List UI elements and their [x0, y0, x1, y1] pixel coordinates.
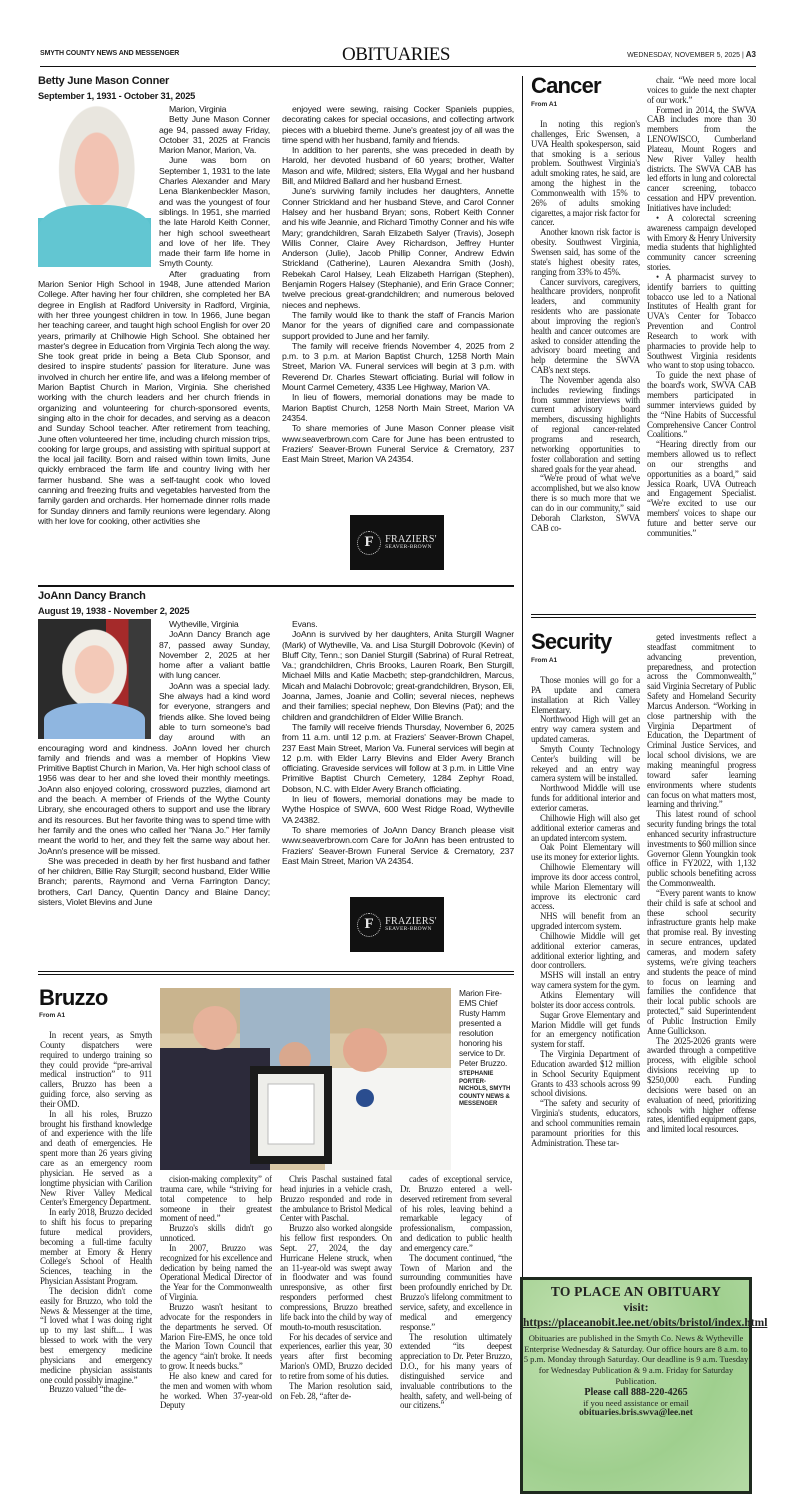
box-body: Obituaries are published in the Smyth Co. News & Wytheville Enterprise Wednesday & Saturday. Our office hours are 8 a.m. to 5 p.m. Monday through Saturday. Our deadline is 9 a.m. Tuesday for Wednesday Publication & 9 a.m. Friday for Saturday Publication.: [523, 1333, 749, 1386]
paragraph: She was preceded in death by her first husband and father of her children, Billie Ray Sturgill; second husband, Elder Willie Branch; parents, Raymond and Verna Farrington Dancy; brothers, Carl Dancy, Quentin Dancy and Blaine Dancy; sisters, Violet Blevins and June: [38, 855, 270, 908]
article-column-2: [647, 76, 756, 610]
paragraph: The family will receive friends November 4, 2025 from 2 p.m. to 3 p.m. at Marion Baptist Church, 1258 North Main Street, Marion VA. Funeral services will begin at 3 p.m. with Reverend Dr. Charles Stewart officiating. Burial will follow in Mount Carmel Cemetery, 4335 Lee Highway, Marion VA.: [282, 340, 514, 393]
paragraph: cision-making complexity” of trauma care, while “striving for total competence to help someone in their greatest moment of need.”: [160, 1175, 272, 1224]
article-column-2: [160, 1175, 272, 1461]
paragraph: In 2007, Bruzzo was recognized for his excellence and dedication by being named the Operational Medical Director of the Year for the Commonwealth of Virginia.: [160, 1242, 272, 1303]
paragraph: To share memories of June Mason Conner please visit www.seaverbrown.com Care for June has been entrusted to Fraziers' Seaver-Brown Funeral Service & Crematory, 237 East Main Street, Marion VA 24354.: [282, 423, 514, 465]
issue-date: [627, 50, 756, 59]
paragraph: In lieu of flowers, memorial donations may be made to Marion Baptist Church, 1258 North Main Street, Marion VA 24354.: [282, 392, 514, 423]
paragraph: Bruzzo's skills didn't go unnoticed.: [160, 1223, 272, 1244]
paragraph: Bruzzo valued “the de-: [49, 1384, 127, 1395]
article-column-4: [400, 1175, 512, 1461]
obituary-dates: September 1, 1931 - October 31, 2025: [38, 91, 196, 101]
paragraph: In noting this region's challenges, Eric Swensen, a UVA Health spokesperson, said that smoking is a serious problem. Southwest Virginia's adult smoking rates, he said, are among the highest in the Commonwealth with 15% to 26% of adults smoking cigarettes, a major risk factor for cancer.: [531, 120, 640, 228]
paragraph: In all his roles, Bruzzo brought his firsthand knowledge of and experience with the life and death of emergencies. He spent more than 26 years giving care as an emergency room physician. He served as a longtime physician with Carilion New River Valley Medical Center's Emergency Department.: [40, 1108, 152, 1208]
box-email[interactable]: obituaries.bris.swva@lee.net: [579, 1407, 693, 1418]
paragraph: geted investments reflect a steadfast commitment to advancing prevention, preparedness, and protection across the Commonwealth,” said Virginia Secretary of Public Safety and Homeland Security Marcus Anderson. “Working in close partnership with the Virginia Department of Education, the Department of Criminal Justice Services, and local school divisions, we are making meaningful progress toward safer learning environments where students can focus on what matters most, learning and thriving.”: [647, 633, 756, 810]
logo-wordmark: FRAZIERS' SEAVER-BROWN: [385, 916, 437, 932]
jump-line: From A1: [531, 101, 558, 108]
paragraph: Chilhowie High will also get additional exterior cameras and an updated intercom system.: [531, 812, 640, 843]
section-title: OBITUARIES: [342, 44, 450, 65]
paragraph: Atkins Elementary will bolster its door access controls.: [531, 990, 640, 1010]
paragraph: Chris Paschal sustained fatal head injuries in a vehicle crash, Bruzzo responded and rode in the ambulance to Bristol Medical Center with Paschal.: [280, 1175, 392, 1224]
obituary-portrait-photo: [38, 619, 151, 739]
article-column-1: [531, 120, 640, 610]
obituary-column-2: [282, 104, 514, 504]
paragraph: The resolution ultimately extended “its deepest appreciation to Dr. Peter Bruzzo, D.O., for his many years of distinguished service and invaluable contributions to the health, safety, and well-being of our citizens.”: [400, 1331, 512, 1411]
paragraph: JoAnn is survived by her daughters, Anita Sturgill Wagner (Mark) of Wytheville, Va. and Lisa Sturgill Dobrovolc (Kevin) of Bluff City, Tenn.; son Daniel Sturgill (Sabrina) of Rural Retreat, Va.; grandchildren, Chris Brooks, Lauren Roark, Ben Sturgill, Michael Mills and Katie Macbeth; step-grandchildren, Marcus, Micah and Malachi Dobrovolc; great-grandchildren, Bryson, Eli, Joanna, James, Joanie and Collin; several nieces, nephews and their families; special nephew, Don Blevins (Pat); and the children and grandchildren of Elder Willie Branch.: [282, 629, 514, 722]
obituary-name: Betty June Mason Conner: [38, 75, 170, 87]
paragraph: Betty June Mason Conner age 94, passed away Friday, October 31, 2025 at Francis Marion Manor, Marion, Va.: [159, 114, 270, 156]
paragraph: Sugar Grove Elementary and Marion Middle will get funds for an emergency notification system for staff.: [531, 1009, 640, 1050]
paragraph: “We're proud of what we've accomplished, but we also know there is so much more that we can do in our community,” said Deborah Clarkston, SWVA CAB co-: [531, 473, 640, 533]
paragraph: Chilhowie Middle will get additional exterior cameras, additional exterior lighting, and door controllers.: [531, 930, 640, 971]
paragraph: Bruzzo wasn't hesitant to advocate for the responders in the departments he served. Of Marion Fire-EMS, he once told the Marion Town Council that the agency “ain't broke. It needs to grow. It needs bucks.”: [160, 1301, 272, 1372]
paragraph: chair. “We need more local voices to guide the next chapter of our work.”: [647, 76, 756, 105]
paragraph: Another known risk factor is obesity. Southwest Virginia, Swensen said, has some of the state's highest obesity rates, ranging from 33% to 45%.: [531, 227, 640, 277]
box-assist: if you need assistance or email: [583, 1397, 689, 1408]
section-double-rule: [38, 971, 514, 975]
article-column-1: [531, 676, 640, 1260]
paragraph: The document continued, “the Town of Marion and the surrounding communities have been profoundly enriched by Dr. Bruzzo's lifelong commitment to service, safety, and excellence in medical and emergency response.”: [400, 1252, 512, 1332]
box-visit: visit:: [623, 1300, 649, 1314]
photo-illustration: [160, 988, 451, 1170]
obituary-column-1: [38, 619, 270, 964]
paragraph: June was born on September 1, 1931 to the late Charles Alexander and Mary Lena Blankenbeckler Mason, and was the youngest of four siblings. In 1951, she married the late Harold Keith Conner, her high school sweetheart and love of her life. They made their farm life home in Smyth County.: [159, 155, 270, 269]
obituary-column-1: [38, 104, 270, 584]
paragraph: Those monies will go for a PA update and camera installation at Rich Valley Elementary.: [531, 676, 640, 715]
paragraph: After graduating from Marion Senior High School in 1948, June attended Marion College. After having her four children, she completed her BA degree in English at Radford University in Radford, Virginia, with her three youngest children in tow. In 1966, June began her teaching career, and taught high school English for over 20 years, primarily at Chilhowie High School. She obtained her master's degree in Education from Virginia Tech along the way. She took great pride in being a Beta Club Sponsor, and desired to inspire students' passion for literature. June was involved in church her entire life, and was a lifelong member of Marion Baptist Church in Marion, Virginia. She cherished working with the church leaders and her church friends in organizing and volunteering for church-sponsored events, singing alto in the choir for decades, and serving as a deacon and Sunday School teacher. After retirement from teaching, June often volunteered her time, including church mission trips, cooking for large groups, and assisting with spiritual support at the local jail facility. Born and raised within town limits, June quickly embraced the farm life and country living with her farmer husband. She was a self-taught cook who loved canning and freezing fruits and vegetables harvested from the family garden and orchards. Her homemade dinner rolls made for Sunday dinners and family reunions were legendary. Along with her love for cooking, other activities she: [38, 268, 270, 526]
section-double-rule: [531, 614, 756, 618]
paragraph: Evans.: [292, 619, 318, 629]
paragraph: The 2025-2026 grants were awarded through a competitive process, with eligible school divisions receiving up to $250,000 each. Funding decisions were based on an evaluation of need, prioritizing schools with higher offense rates, identified equipment gaps, and limited local resources.: [647, 1035, 756, 1135]
paragraph: In addition to her parents, she was preceded in death by Harold, her devoted husband of 60 years; brother, Walter Mason and wife, Mildred; sisters, Ella Wygal and her husband Bill, and Mildred Ballard and her husband Ernest.: [282, 145, 514, 187]
paragraph: The Virginia Department of Education awarded $12 million in School Security Equipment Grants to 433 schools across 99 school divisions.: [531, 1049, 640, 1099]
page-number: A3: [745, 50, 756, 59]
paragraph: Chilhowie Elementary will improve its door access control, while Marion Elementary will improve its electronic card access.: [531, 862, 640, 912]
paragraph: JoAnn was a special lady. She always had a kind word for everyone, strangers and friends alike. She loved being able to turn someone's bad day around with an encouraging word and kindness. JoAnn loved her church family and friends and was a member of Hopkins View Primitive Baptist Church in Marion, Va. Her high school class of 1956 was dear to her and she loved their monthly meetings. JoAnn also enjoyed coloring, crossword puzzles, diamond art and the beach. A member of Friends of the Wythe County Library, she encouraged others to support and use the library and its resources. But her favorite thing was to spend time with her family and the ones who called her “Nana Jo.” Her family meant the world to her, and they felt the same way about her. JoAnn's presence will be missed.: [38, 680, 270, 856]
paragraph: The family would like to thank the staff of Francis Marion Manor for the years of dignified care and compassionate support provided to June and her family.: [282, 309, 514, 341]
place-obituary-box: [520, 1277, 768, 1494]
jump-line: From A1: [531, 657, 558, 664]
box-phone: Please call 888-220-4265: [584, 1386, 688, 1398]
paragraph: For his decades of service and experiences, earlier this year, 30 years after first becoming Marion's OMD, Bruzzo decided to retire from some of his duties.: [280, 1331, 392, 1381]
paragraph: Wytheville, Virginia: [169, 619, 239, 629]
obituary-column-2: [282, 619, 514, 894]
paragraph: Northwood Middle will use funds for additional interior and exterior cameras.: [531, 783, 640, 813]
paragraph: MSHS will install an entry way camera system for the gym.: [531, 970, 640, 991]
funeral-home-logo: [350, 515, 444, 570]
funeral-home-logo: [350, 897, 444, 952]
obituary-dates: August 19, 1938 - November 2, 2025: [38, 606, 190, 616]
paragraph: In lieu of flowers, memorial donations may be made to Wythe Hospice of SWVA, 600 West Ridge Road, Wytheville VA 24382.: [282, 794, 514, 825]
paragraph: The November agenda also includes reviewing findings from summer interviews with current advisory board members, discussing highlights of regional cancer-related programs and research, networking opportunities to foster collaboration and setting shared goals for the year ahead.: [531, 374, 640, 474]
newspaper-name: SMYTH COUNTY NEWS AND MESSENGER: [40, 50, 180, 57]
paragraph: enjoyed were sewing, raising Cocker Spaniels puppies, decorating cakes for special occasions, and collecting artwork pieces with a bluebird theme. June's greatest joy of all was the time spend with her husband, family and friends.: [282, 104, 514, 145]
obituary-name: JoAnn Dancy Branch: [38, 590, 146, 602]
paragraph: In early 2018, Bruzzo decided to shift his focus to preparing future medical providers, becoming a full-time faculty member at Emory & Henry College's School of Health Sciences, teaching in the Physician Assistant Program.: [40, 1207, 152, 1287]
paragraph: The decision didn't come easily for Bruzzo, who told the News & Messenger at the time, “I loved what I was doing right up to my last shift.... I was blessed to work with the very best emergency medicine physicians and emergency medicine physician assistants one could possibly imagine.”: [40, 1285, 152, 1385]
photo-credit: STEPHANIE PORTER-NICHOLS, SMYTH COUNTY NEWS & MESSENGER: [459, 1071, 511, 1107]
article-column-1: [40, 1031, 152, 1461]
paragraph: In recent years, as Smyth County dispatchers were required to undergo training so they could provide “pre-arrival medical instruction” to 911 callers, Bruzzo has been a guiding force, also serving as their OMD.: [40, 1031, 152, 1109]
section-rule: [38, 585, 514, 587]
logo-wordmark: FRAZIERS' SEAVER-BROWN: [385, 534, 437, 550]
monogram-icon: F: [357, 913, 381, 937]
paragraph: NHS will benefit from an upgraded intercom system.: [531, 911, 640, 932]
photo-caption: Marion Fire-EMS Chief Rusty Hamm presented a resolution honoring his service to Dr. Peter Bruzzo.: [459, 988, 508, 1068]
paragraph: “Every parent wants to know their child is safe at school and these school security infrastructure grants help make that promise real. By investing in secure entrances, updated cameras, and modern safety systems, we're giving teachers and students the peace of mind to focus on learning and families the confidence that their local public schools are protected,” said Superintendent of Public Instruction Emily Anne Gullickson.: [647, 887, 756, 1036]
paragraph: The Marion resolution said, on Feb. 28, “after de-: [280, 1380, 392, 1401]
paragraph: cades of exceptional service, Dr. Bruzzo entered a well-deserved retirement from several of his roles, leaving behind a remarkable legacy of professionalism, compassion, and dedication to public health and emergency care.”: [400, 1175, 512, 1253]
paragraph: Marion, Virginia: [169, 104, 227, 114]
article-headline: Cancer: [531, 73, 601, 98]
paragraph: Northwood High will get an entry way camera system and updated cameras.: [531, 714, 640, 745]
ceremony-photo: [160, 988, 451, 1170]
article-column-3: [280, 1175, 392, 1461]
date-text: WEDNESDAY, NOVEMBER 5, 2025: [627, 52, 741, 59]
paragraph: To share memories of JoAnn Dancy Branch please visit www.seaverbrown.com Care for JoAnn has been entrusted to Fraziers' Seaver-Brown Funeral Service & Crematory, 237 East Main Street, Marion VA 24354.: [282, 824, 514, 866]
paragraph: Formed in 2014, the SWVA CAB includes more than 30 members from the LENOWISCO, Cumberland Plateau, Mount Rogers and New River Valley health districts. The SWVA CAB has led efforts in lung and colorectal cancer screening, tobacco cessation and HPV prevention. Initiatives have included:: [647, 104, 756, 213]
box-title: TO PLACE AN OBITUARY: [550, 1284, 722, 1299]
paragraph: • A colorectal screening awareness campaign developed with Emory & Henry University media students that highlighted community cancer screening stories.: [647, 212, 756, 273]
jump-line: From A1: [39, 1012, 66, 1019]
paragraph: Bruzzo also worked alongside his fellow first responders. On Sept. 27, 2024, the day Hurricane Helene struck, when an 11-year-old was swept away in floodwater and was found unresponsive, as other first responders performed chest compressions, Bruzzo breathed life back into the child by way of mouth-to-mouth resuscitation.: [280, 1223, 392, 1332]
paragraph: “The safety and security of Virginia's students, educators, and school communities remain paramount priorities for this Administration. These tar-: [531, 1098, 640, 1148]
paragraph: Oak Point Elementary will use its money for exterior lights.: [531, 842, 640, 863]
photo-caption-block: [459, 988, 514, 1109]
paragraph: He also knew and cared for the men and women with whom he worked. When 37-year-old Deputy: [160, 1370, 272, 1411]
paragraph: Smyth County Technology Center's building will be rekeyed and an entry way camera system will be installed.: [531, 743, 640, 784]
masthead-rule: [40, 66, 756, 67]
monogram-icon: F: [357, 531, 381, 555]
paragraph: “Hearing directly from our members allowed us to reflect on our strengths and opportunities as a board,” said Jessica Roark, UVA Outreach and Engagement Specialist. “We're excited to use our members' voices to shape our future and better serve our communities.”: [647, 439, 756, 538]
paragraph: To guide the next phase of the board's work, SWVA CAB members participated in summer interviews guided by the “Nine Habits of Successful Comprehensive Cancer Control Coalitions.”: [647, 370, 756, 440]
paragraph: This latest round of school security funding brings the total enhanced security infrastructure investments to $60 million since Governor Glenn Youngkin took office in FY2022, with 1,132 public schools benefiting across the Commonwealth.: [647, 809, 756, 889]
obituary-url-link[interactable]: https://placeanobit.lee.net/obits/bristol/index.html: [523, 1317, 768, 1329]
paragraph: June's surviving family includes her daughters, Annette Conner Strickland and her husband Steve, and Carol Conner Halsey and her husband Bryan; sons, Robert Keith Conner and his wife Jeannie, and Richard Timothy Conner and his wife Mary; grandchildren, Sarah Elizabeth Salyer (Travis), Joseph Willis Conner, Claire Avey Richardson, Jeffrey Hunter Anderson (Julie), Jacob Phillip Conner, Andrew Edwin Strickland (Catherine), Lauren Alexandra Smith (Josh), Rebekah Carol Halsey, Leah Elizabeth Harrigan (Stephen), Benjamin Rogers Halsey (Stephanie), and Erin Grace Conner; twelve precious great-grandchildren; and numerous beloved nieces and nephews.: [282, 186, 514, 310]
article-headline: Security: [531, 629, 612, 654]
article-headline: Bruzzo: [39, 985, 108, 1010]
article-column-2: [647, 633, 756, 1260]
paragraph: JoAnn Dancy Branch age 87, passed away Sunday, November 2, 2025 at her home after a valiant battle with lung cancer.: [159, 629, 270, 681]
paragraph: • A pharmacist survey to identify barriers to quitting tobacco use led to a National Institutes of Health grant for UVA's Center for Tobacco Prevention and Control Research to work with pharmacies to provide help to Southwest Virginia residents who want to stop using tobacco.: [647, 271, 756, 371]
obituary-portrait-photo: [38, 104, 151, 267]
paragraph: Cancer survivors, caregivers, healthcare providers, nonprofit leaders, and community residents who are passionate about improving the region's health and cancer outcomes are asked to consider attending the advisory board meeting and help determine the SWVA CAB's next steps.: [531, 276, 640, 376]
separator: |: [741, 52, 744, 59]
paragraph: The family will receive friends Thursday, November 6, 2025 from 11 a.m. until 12 p.m. at Fraziers' Seaver-Brown Chapel, 237 East Main Street, Marion Va. Funeral services will begin at 12 p.m. with Elder Larry Blevins and Elder Avery Branch officiating. Graveside services will follow at 3 p.m. in Little Vine Primitive Baptist Church Cemetery, 1284 Zephyr Road, Dobson, N.C. with Elder Avery Branch officiating.: [282, 721, 514, 794]
